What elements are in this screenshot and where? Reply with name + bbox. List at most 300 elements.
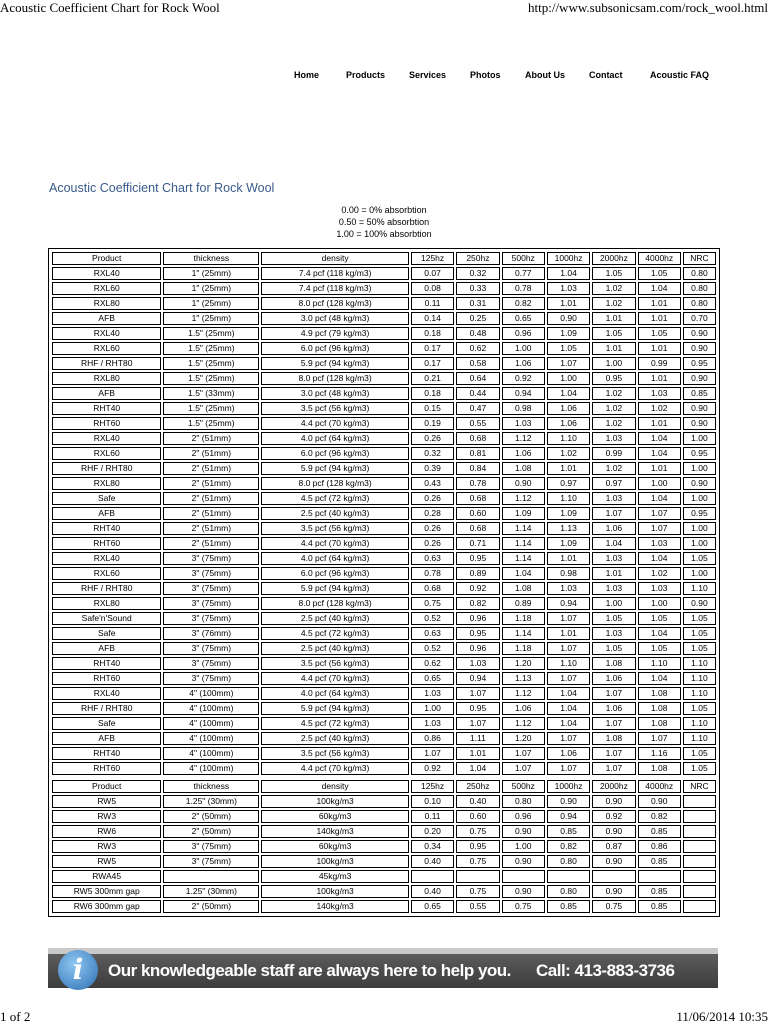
table-cell: 1.01 — [638, 462, 681, 475]
table-cell: 4.4 pcf (70 kg/m3) — [261, 762, 409, 775]
table-cell: 1.06 — [502, 447, 545, 460]
table-cell: 0.82 — [456, 597, 499, 610]
table-cell: 2" (51mm) — [163, 462, 259, 475]
table-cell: 1.03 — [592, 582, 635, 595]
table-cell: 1.18 — [502, 642, 545, 655]
table-row — [52, 507, 716, 520]
table-cell: 5.9 pcf (94 kg/m3) — [261, 582, 409, 595]
table-cell: 1.00 — [683, 522, 716, 535]
table-cell: 0.80 — [502, 795, 545, 808]
table-cell: 1.05 — [638, 612, 681, 625]
table-cell: 1.06 — [547, 747, 590, 760]
nav-services[interactable]: Services — [409, 70, 447, 80]
table-cell: 4.0 pcf (64 kg/m3) — [261, 432, 409, 445]
table-cell: 1.01 — [547, 297, 590, 310]
table-cell: 0.40 — [411, 855, 454, 868]
table-cell: 1.07 — [592, 747, 635, 760]
table-cell: 1.05 — [638, 327, 681, 340]
table-cell: 4" (100mm) — [163, 687, 259, 700]
table-cell: 0.86 — [411, 732, 454, 745]
table-cell: 0.82 — [502, 297, 545, 310]
table-cell: 0.81 — [456, 447, 499, 460]
table-cell: 0.07 — [411, 267, 454, 280]
table-cell: 1.14 — [502, 537, 545, 550]
table-cell: 1.07 — [592, 687, 635, 700]
table-cell: RHF / RHT80 — [52, 462, 161, 475]
table-cell: 1.01 — [592, 312, 635, 325]
table-cell: 2" (51mm) — [163, 522, 259, 535]
table-cell: RXL40 — [52, 432, 161, 445]
table-row — [52, 717, 716, 730]
table-cell: 60kg/m3 — [261, 840, 409, 853]
column-header: density — [261, 780, 409, 793]
table-cell: 1.06 — [547, 417, 590, 430]
table-cell: 2" (51mm) — [163, 537, 259, 550]
print-header-url[interactable]: http://www.subsonicsam.com/rock_wool.html — [528, 0, 768, 15]
column-header: 125hz — [411, 780, 454, 793]
table-cell: 1.12 — [502, 432, 545, 445]
table-cell: 0.34 — [411, 840, 454, 853]
table-cell: RHT60 — [52, 762, 161, 775]
table-cell — [502, 870, 545, 883]
table-cell: 1.04 — [547, 267, 590, 280]
table-cell: 4.5 pcf (72 kg/m3) — [261, 492, 409, 505]
table-cell: 1.05 — [592, 267, 635, 280]
table-cell: 1.10 — [683, 582, 716, 595]
table-cell: 1.00 — [638, 597, 681, 610]
table-cell: RHT60 — [52, 537, 161, 550]
table-cell: 0.90 — [683, 372, 716, 385]
table-cell: Safe — [52, 492, 161, 505]
table-cell: 1.03 — [411, 687, 454, 700]
table-cell: 1.07 — [592, 717, 635, 730]
table-cell: 3" (75mm) — [163, 642, 259, 655]
table-cell: 0.31 — [456, 297, 499, 310]
table-cell: 0.68 — [411, 582, 454, 595]
table-cell: 1.05 — [592, 612, 635, 625]
table-cell: 1.07 — [638, 522, 681, 535]
table-cell: RXL60 — [52, 567, 161, 580]
table-cell: RXL80 — [52, 477, 161, 490]
table-cell: Safe — [52, 717, 161, 730]
nav-products[interactable]: Products — [346, 70, 386, 80]
nav-home[interactable]: Home — [294, 70, 320, 80]
table-row — [52, 492, 716, 505]
table-cell: 1.08 — [638, 687, 681, 700]
table-cell: 0.32 — [411, 447, 454, 460]
table-cell: 2" (50mm) — [163, 900, 259, 913]
table-cell: 2" (50mm) — [163, 825, 259, 838]
table-cell: 2.5 pcf (40 kg/m3) — [261, 642, 409, 655]
table-cell: 0.60 — [456, 810, 499, 823]
table-cell: 0.85 — [638, 825, 681, 838]
table-cell: 0.52 — [411, 612, 454, 625]
table-cell: RHT40 — [52, 657, 161, 670]
table-cell: 0.82 — [547, 840, 590, 853]
table-cell: 0.26 — [411, 492, 454, 505]
table-cell: 0.90 — [502, 477, 545, 490]
table-cell: 8.0 pcf (128 kg/m3) — [261, 477, 409, 490]
table-cell: 0.55 — [456, 900, 499, 913]
table-cell: 1.04 — [638, 282, 681, 295]
table-cell: 0.17 — [411, 357, 454, 370]
table-cell: 1.01 — [638, 342, 681, 355]
table-row — [52, 642, 716, 655]
table-cell: 0.96 — [502, 327, 545, 340]
table-cell: 0.44 — [456, 387, 499, 400]
table-cell: 1.5" (25mm) — [163, 327, 259, 340]
table-cell: 0.40 — [411, 885, 454, 898]
table-cell: 3.0 pcf (48 kg/m3) — [261, 387, 409, 400]
table-cell: RW5 — [52, 795, 161, 808]
table-cell: 1.03 — [592, 552, 635, 565]
table-cell: 1.10 — [547, 432, 590, 445]
table-cell: RHF / RHT80 — [52, 702, 161, 715]
table-cell: 1.5" (25mm) — [163, 417, 259, 430]
table-cell: 1.10 — [683, 717, 716, 730]
table-cell: 1.00 — [683, 462, 716, 475]
table-cell: 8.0 pcf (128 kg/m3) — [261, 372, 409, 385]
nav-about-us[interactable]: About Us — [525, 70, 565, 80]
table-cell: 0.94 — [547, 597, 590, 610]
print-header-title: Acoustic Coefficient Chart for Rock Wool — [0, 0, 220, 15]
table-cell: 1.5" (33mm) — [163, 387, 259, 400]
table-cell: 1.00 — [547, 372, 590, 385]
table-cell: 0.82 — [638, 810, 681, 823]
table-cell: 1.07 — [456, 687, 499, 700]
table-cell: 1.02 — [592, 297, 635, 310]
table-cell: 0.97 — [592, 477, 635, 490]
table-cell: RHT40 — [52, 522, 161, 535]
table-cell: 0.80 — [683, 267, 716, 280]
column-header: density — [261, 252, 409, 265]
table-row — [52, 447, 716, 460]
table-cell: 0.92 — [456, 582, 499, 595]
table-cell: 1.07 — [547, 732, 590, 745]
table-cell: 0.80 — [683, 282, 716, 295]
table-cell: AFB — [52, 387, 161, 400]
table-row — [52, 810, 716, 823]
table-cell: 0.90 — [592, 855, 635, 868]
table-cell: 0.90 — [683, 327, 716, 340]
table-row — [52, 402, 716, 415]
table-cell: 0.94 — [547, 810, 590, 823]
column-header: 4000hz — [638, 780, 681, 793]
table-cell: 1.09 — [502, 507, 545, 520]
table-cell: 1.00 — [683, 537, 716, 550]
table-cell: RW5 — [52, 855, 161, 868]
table-cell: 0.99 — [638, 357, 681, 370]
table-cell: 1.10 — [638, 657, 681, 670]
table-cell: 0.11 — [411, 297, 454, 310]
table-cell: 5.9 pcf (94 kg/m3) — [261, 357, 409, 370]
table-cell: 1.01 — [456, 747, 499, 760]
table-cell: 0.90 — [502, 825, 545, 838]
table-cell: 0.77 — [502, 267, 545, 280]
table-cell: 3" (75mm) — [163, 612, 259, 625]
table-cell: 0.86 — [638, 840, 681, 853]
table-cell: 1.08 — [502, 462, 545, 475]
table-cell: 0.99 — [592, 447, 635, 460]
table-cell — [683, 855, 716, 868]
help-banner — [48, 948, 718, 988]
table-cell: 1.02 — [592, 417, 635, 430]
table-cell: 0.10 — [411, 795, 454, 808]
table-cell: 1.00 — [592, 357, 635, 370]
table-cell: 0.90 — [592, 885, 635, 898]
table-row — [52, 732, 716, 745]
table-cell: 4" (100mm) — [163, 732, 259, 745]
table-cell: 60kg/m3 — [261, 810, 409, 823]
table-cell: 1.06 — [592, 702, 635, 715]
table-cell: 0.62 — [411, 657, 454, 670]
table-cell: 0.68 — [456, 522, 499, 535]
table-cell: 0.85 — [683, 387, 716, 400]
table-cell: 4" (100mm) — [163, 762, 259, 775]
table-cell — [411, 870, 454, 883]
table-cell: 0.62 — [456, 342, 499, 355]
page-number: 1 of 2 — [0, 1009, 31, 1024]
table-row — [52, 297, 716, 310]
table-cell: 2" (50mm) — [163, 810, 259, 823]
table-cell: 0.75 — [456, 855, 499, 868]
table-cell: 1.00 — [683, 567, 716, 580]
table-row — [52, 267, 716, 280]
table-cell: 0.32 — [456, 267, 499, 280]
table-cell: Safe'n'Sound — [52, 612, 161, 625]
table-cell: 1.18 — [502, 612, 545, 625]
table-row — [52, 522, 716, 535]
table-cell: 2.5 pcf (40 kg/m3) — [261, 732, 409, 745]
table-cell — [683, 825, 716, 838]
table-row — [52, 900, 716, 913]
table-row — [52, 582, 716, 595]
table-cell: 0.63 — [411, 627, 454, 640]
column-header: 2000hz — [592, 780, 635, 793]
table-cell: 1.03 — [502, 417, 545, 430]
table-cell: 0.95 — [683, 357, 716, 370]
table-cell: 1.03 — [638, 537, 681, 550]
column-header: NRC — [683, 780, 716, 793]
table-cell: 1.10 — [683, 732, 716, 745]
table-cell: 6.0 pcf (96 kg/m3) — [261, 342, 409, 355]
table-cell: 4" (100mm) — [163, 717, 259, 730]
column-header: 1000hz — [547, 780, 590, 793]
table-cell: 8.0 pcf (128 kg/m3) — [261, 297, 409, 310]
table-cell — [683, 900, 716, 913]
table-cell: 1.05 — [683, 642, 716, 655]
table-cell: 7.4 pcf (118 kg/m3) — [261, 267, 409, 280]
table-cell: 1.07 — [547, 357, 590, 370]
table-cell: 1.02 — [638, 567, 681, 580]
table-cell: 2" (51mm) — [163, 507, 259, 520]
print-header — [0, 0, 768, 16]
table-cell: 0.85 — [638, 900, 681, 913]
table-cell: 3" (75mm) — [163, 657, 259, 670]
table-cell: 1.07 — [638, 507, 681, 520]
table-cell: 0.96 — [502, 810, 545, 823]
table-cell: 0.85 — [638, 855, 681, 868]
table-cell: 1.06 — [502, 702, 545, 715]
table-cell: 0.89 — [456, 567, 499, 580]
table-cell: 1.10 — [547, 492, 590, 505]
table-cell: 3" (75mm) — [163, 597, 259, 610]
table-cell: 1.01 — [547, 462, 590, 475]
banner-phone[interactable]: Call: 413-883-3736 — [536, 961, 675, 980]
table-cell: 0.58 — [456, 357, 499, 370]
table-cell: 0.65 — [411, 672, 454, 685]
table-cell: 0.75 — [456, 825, 499, 838]
table-cell: 1.04 — [638, 432, 681, 445]
table-cell: 1.09 — [547, 327, 590, 340]
table-cell: 0.26 — [411, 537, 454, 550]
column-header: thickness — [163, 252, 259, 265]
header-row — [52, 780, 716, 793]
table-cell: 1.01 — [547, 627, 590, 640]
print-datetime: 11/06/2014 10:35 — [676, 1009, 768, 1024]
table-cell: 1.00 — [502, 840, 545, 853]
table-cell — [683, 870, 716, 883]
table-cell — [683, 840, 716, 853]
legend-line: 0.00 = 0% absorbtion — [341, 205, 427, 215]
table-cell: 0.40 — [456, 795, 499, 808]
nav-photos[interactable]: Photos — [470, 70, 501, 80]
table-cell: 1.14 — [502, 552, 545, 565]
table-cell: 1.00 — [638, 477, 681, 490]
table-row — [52, 795, 716, 808]
table-cell: 1.04 — [547, 717, 590, 730]
table-cell: 1.02 — [592, 282, 635, 295]
table-cell: 0.90 — [683, 402, 716, 415]
table-cell: 1.03 — [456, 657, 499, 670]
table-divider — [52, 777, 716, 778]
table-cell: RHF / RHT80 — [52, 582, 161, 595]
nav-acoustic-faq[interactable]: Acoustic FAQ — [650, 70, 710, 80]
table-row — [52, 762, 716, 775]
table-row — [52, 537, 716, 550]
absorption-legend — [0, 204, 768, 240]
table-cell: 1.05 — [683, 552, 716, 565]
column-header: thickness — [163, 780, 259, 793]
table-cell: 1.01 — [638, 297, 681, 310]
table-cell — [592, 870, 635, 883]
table-cell: 0.14 — [411, 312, 454, 325]
table-cell: 1.07 — [547, 642, 590, 655]
table-cell: 0.90 — [683, 342, 716, 355]
table-row — [52, 702, 716, 715]
table-cell: 0.94 — [456, 672, 499, 685]
table-cell: 1.02 — [547, 447, 590, 460]
table-cell: 1.00 — [683, 492, 716, 505]
table-cell: 4" (100mm) — [163, 702, 259, 715]
table-cell: 1.05 — [592, 327, 635, 340]
table-cell: 0.95 — [456, 840, 499, 853]
table-row — [52, 657, 716, 670]
table-cell: 1.07 — [592, 507, 635, 520]
table-cell: 1.08 — [638, 717, 681, 730]
table-cell: 0.65 — [502, 312, 545, 325]
column-header: 250hz — [456, 252, 499, 265]
table-cell: 0.75 — [456, 885, 499, 898]
table-cell: 0.90 — [683, 417, 716, 430]
table-cell: 0.90 — [592, 825, 635, 838]
table-cell: RXL60 — [52, 447, 161, 460]
table-cell: 1.03 — [547, 282, 590, 295]
table-cell: 1.07 — [502, 747, 545, 760]
table-cell: 0.92 — [592, 810, 635, 823]
table-cell: 1.06 — [592, 672, 635, 685]
table-cell: AFB — [52, 507, 161, 520]
table-row — [52, 840, 716, 853]
table-cell: 1.00 — [502, 342, 545, 355]
table-cell: 1.5" (25mm) — [163, 357, 259, 370]
table-cell: 1.16 — [638, 747, 681, 760]
table-cell: 1.07 — [456, 717, 499, 730]
table-cell: 1.04 — [638, 672, 681, 685]
table-cell: 1.07 — [547, 672, 590, 685]
table-cell: 0.19 — [411, 417, 454, 430]
table-cell: RW6 300mm gap — [52, 900, 161, 913]
table-cell: 0.90 — [683, 597, 716, 610]
table-cell — [163, 870, 259, 883]
table-cell: 3.5 pcf (56 kg/m3) — [261, 657, 409, 670]
table-cell: 1.10 — [683, 657, 716, 670]
table-cell: AFB — [52, 732, 161, 745]
table-cell: 1.05 — [683, 762, 716, 775]
table-cell: 1.09 — [547, 537, 590, 550]
table-cell: RWA45 — [52, 870, 161, 883]
table-cell: 0.80 — [547, 885, 590, 898]
table-cell: 1.10 — [547, 657, 590, 670]
table-cell: 0.90 — [547, 795, 590, 808]
legend-line: 0.50 = 50% absorbtion — [338, 217, 430, 227]
table-cell: 0.92 — [502, 372, 545, 385]
table-cell: 100kg/m3 — [261, 885, 409, 898]
column-header: 4000hz — [638, 252, 681, 265]
nav-contact[interactable]: Contact — [589, 70, 623, 80]
table-cell: 1" (25mm) — [163, 282, 259, 295]
table-cell: 1.02 — [592, 462, 635, 475]
table-cell: 2" (51mm) — [163, 432, 259, 445]
table-cell: 2.5 pcf (40 kg/m3) — [261, 612, 409, 625]
table-cell: 1.05 — [683, 612, 716, 625]
table-cell: RXL80 — [52, 372, 161, 385]
column-header: 1000hz — [547, 252, 590, 265]
table-cell: 4.5 pcf (72 kg/m3) — [261, 717, 409, 730]
table-cell: 1.00 — [683, 432, 716, 445]
table-row — [52, 477, 716, 490]
table-cell: 0.85 — [547, 825, 590, 838]
table-cell: AFB — [52, 642, 161, 655]
table-row — [52, 462, 716, 475]
table-cell: 0.95 — [456, 702, 499, 715]
table-cell: 1.09 — [547, 507, 590, 520]
table-cell: 1.06 — [547, 402, 590, 415]
column-header: Product — [52, 780, 161, 793]
table-cell: 1.04 — [592, 537, 635, 550]
table-row — [52, 825, 716, 838]
table-cell: RW3 — [52, 840, 161, 853]
table-cell: 1.05 — [683, 747, 716, 760]
table-row — [52, 282, 716, 295]
table-cell: 1.04 — [638, 627, 681, 640]
table-cell: 3" (75mm) — [163, 552, 259, 565]
table-cell: 5.9 pcf (94 kg/m3) — [261, 702, 409, 715]
table-row — [52, 357, 716, 370]
table-cell: 1.07 — [502, 762, 545, 775]
table-row — [52, 672, 716, 685]
table-row — [52, 327, 716, 340]
